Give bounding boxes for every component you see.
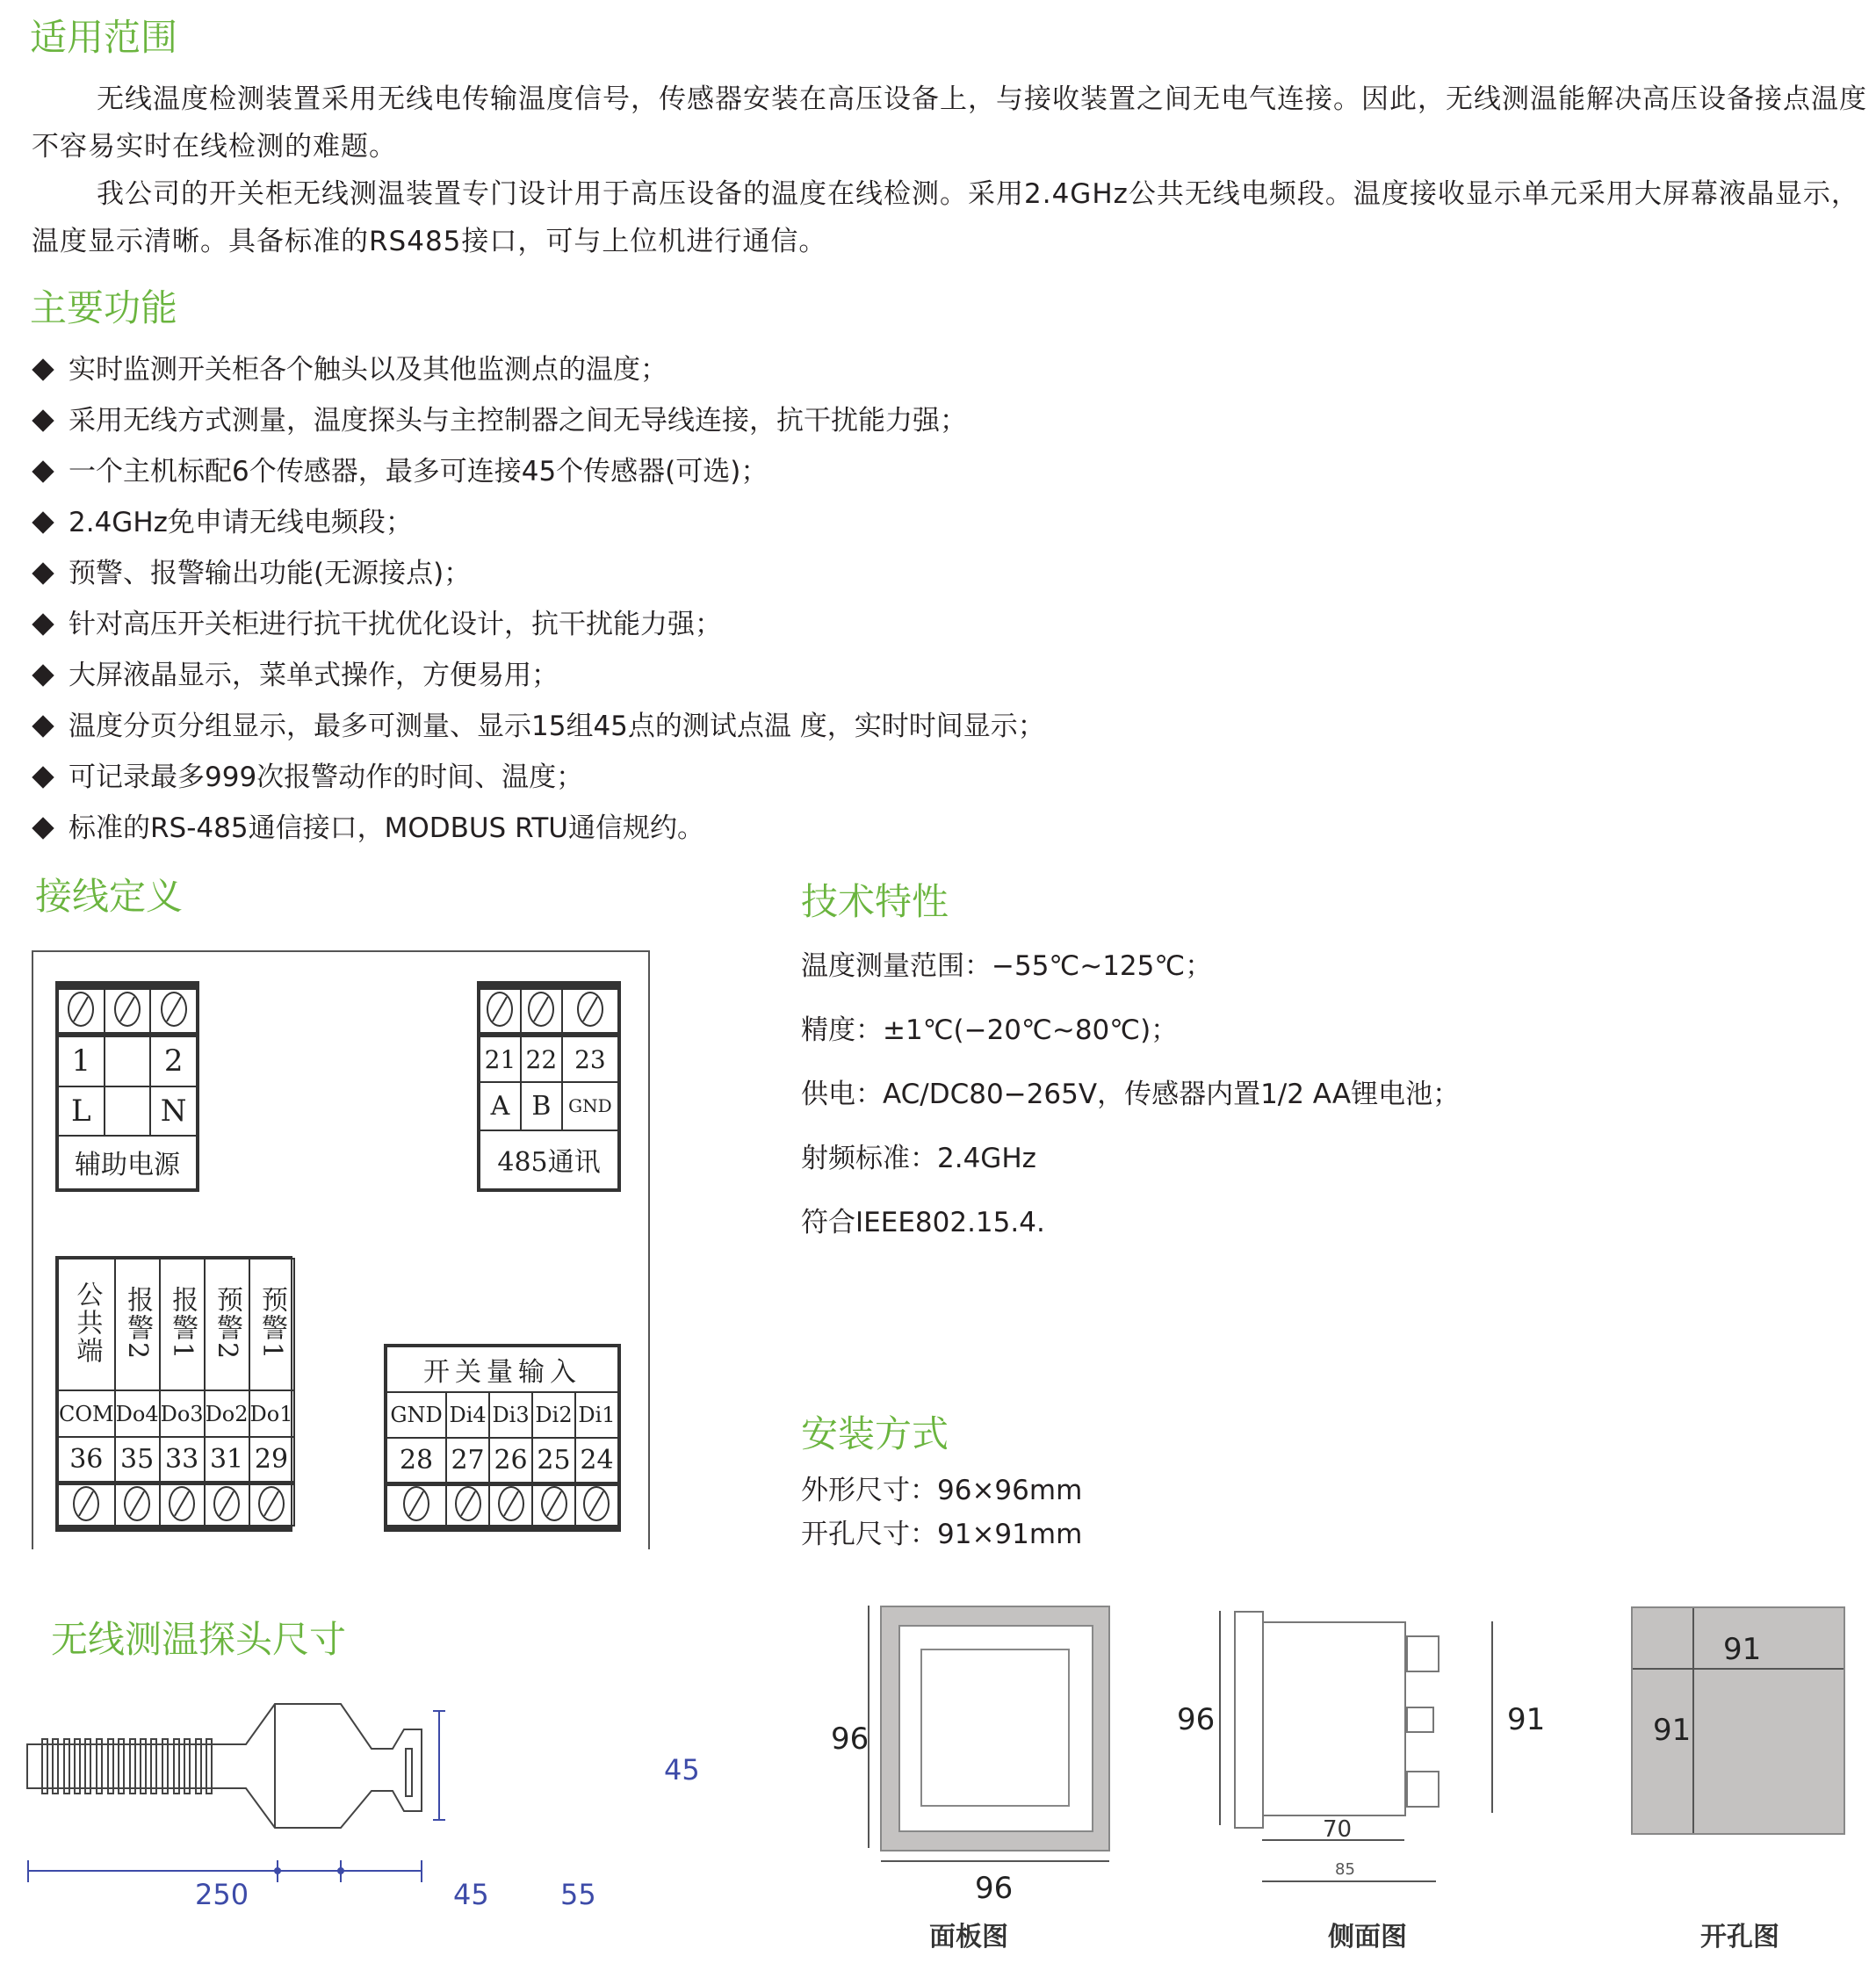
diamond-bullet-icon <box>32 409 54 431</box>
screw-terminal-icon <box>455 1486 481 1521</box>
side-dim-height-91: 91 <box>1507 1702 1546 1737</box>
list-item <box>26 752 1045 803</box>
screw-terminal-icon <box>161 992 187 1027</box>
terminal-signal: Do4 <box>115 1390 160 1437</box>
screw-terminal-icon <box>169 1486 195 1521</box>
diamond-bullet-icon <box>32 460 54 482</box>
probe-dimension-drawing <box>0 1669 703 1932</box>
terminal-number: 21 <box>480 1035 521 1082</box>
cutout-dim-height: 91 <box>1653 1713 1692 1748</box>
dim-line <box>1491 1621 1493 1813</box>
scope-text <box>32 76 1867 265</box>
terminal-number: 25 <box>532 1438 575 1483</box>
probe-dim-height-45: 45 <box>664 1753 700 1786</box>
section-title-scope: 适用范围 <box>30 16 178 59</box>
terminal-signal: B <box>521 1082 562 1130</box>
cutout-dim-width: 91 <box>1723 1632 1762 1667</box>
panel-dim-width: 96 <box>975 1871 1014 1906</box>
list-item <box>26 701 1045 752</box>
list-item <box>26 650 1045 701</box>
terminal-group-label: 辅助电源 <box>58 1136 197 1189</box>
side-view-clip <box>1406 1771 1439 1808</box>
terminal-signal: Di1 <box>575 1392 618 1438</box>
side-dim-85: 85 <box>1335 1860 1355 1879</box>
terminal-signal: A <box>480 1082 521 1130</box>
probe-dim-250: 250 <box>195 1878 249 1911</box>
dim-line <box>1692 1608 1694 1833</box>
screw-terminal-icon <box>498 1486 524 1521</box>
dim-line <box>881 1860 1109 1862</box>
dim-line <box>1633 1668 1844 1670</box>
panel-view-drawing <box>880 1606 1110 1851</box>
diamond-bullet-icon <box>32 511 54 533</box>
terminal-signal: L <box>58 1086 105 1136</box>
side-dim-height-96: 96 <box>1177 1702 1216 1737</box>
terminal-number: 35 <box>115 1437 160 1483</box>
list-item-text: 采用无线方式测量，温度探头与主控制器之间无导线连接，抗干扰能力强； <box>69 405 967 437</box>
spec-item: 射频标准：2.4GHz <box>801 1143 1036 1174</box>
terminal-signal: GND <box>562 1082 618 1130</box>
section-title-wiring: 接线定义 <box>35 875 184 918</box>
mounting-item: 开孔尺寸：91×91mm <box>801 1519 1083 1550</box>
list-item-text: 可记录最多999次报警动作的时间、温度； <box>69 762 584 793</box>
list-item <box>26 548 1045 599</box>
screw-terminal-icon <box>487 992 513 1027</box>
terminal-number <box>105 1035 151 1086</box>
terminal-signal: Di4 <box>446 1392 489 1438</box>
terminal-signal: COM <box>58 1390 115 1437</box>
terminal-name: 预警2 <box>212 1285 243 1361</box>
screw-terminal-icon <box>73 1486 99 1521</box>
terminal-signal <box>105 1086 151 1136</box>
diamond-bullet-icon <box>32 613 54 635</box>
terminal-number: 22 <box>521 1035 562 1082</box>
function-list <box>26 344 1045 854</box>
terminal-number: 26 <box>489 1438 532 1483</box>
terminal-name: 报警2 <box>122 1285 154 1361</box>
panel-view-caption: 面板图 <box>929 1922 1008 1953</box>
diamond-bullet-icon <box>32 664 54 686</box>
list-item-text: 实时监测开关柜各个触头以及其他监测点的温度； <box>69 354 667 386</box>
list-item-text: 针对高压开关柜进行抗干扰优化设计，抗干扰能力强； <box>69 609 722 640</box>
side-dim-70: 70 <box>1323 1816 1353 1843</box>
side-view-body <box>1262 1621 1406 1816</box>
terminal-block-digital-inputs <box>384 1344 621 1532</box>
terminal-signal: Di3 <box>489 1392 532 1438</box>
scope-paragraph-2: 我公司的开关柜无线测温装置专门设计用于高压设备的温度在线检测。采用2.4GHz公共无线电频段。温度接收显示单元采用大屏幕液晶显示，温度显示清晰。具备标准的RS485接口，可与上位机进行通信。 <box>32 178 1859 257</box>
terminal-signal: Do1 <box>249 1390 294 1437</box>
terminal-number: 36 <box>58 1437 115 1483</box>
side-view-clip <box>1406 1707 1434 1733</box>
list-item <box>26 803 1045 854</box>
terminal-name: 公共端 <box>71 1281 103 1366</box>
diamond-bullet-icon <box>32 562 54 584</box>
panel-dim-height: 96 <box>831 1722 869 1757</box>
spec-list <box>801 935 1460 1255</box>
terminal-signal: GND <box>386 1392 446 1438</box>
spec-item: 符合IEEE802.15.4. <box>801 1207 1045 1238</box>
terminal-signal: N <box>150 1086 197 1136</box>
scope-paragraph-1: 无线温度检测装置采用无线电传输温度信号，传感器安装在高压设备上，与接收装置之间无电气连接。因此，无线测温能解决高压设备接点温度不容易实时在线检测的难题。 <box>32 83 1867 162</box>
diamond-bullet-icon <box>32 766 54 788</box>
spec-item: 供电：AC/DC80−265V，传感器内置1/2 AA锂电池； <box>801 1079 1461 1110</box>
list-item-text: 一个主机标配6个传感器，最多可连接45个传感器(可选)； <box>69 456 768 487</box>
screw-terminal-icon <box>541 1486 567 1521</box>
screw-terminal-icon <box>114 992 141 1027</box>
screw-terminal-icon <box>583 1486 610 1521</box>
screw-terminal-icon <box>68 992 94 1027</box>
list-item-text: 标准的RS-485通信接口，MODBUS RTU通信规约。 <box>69 812 704 844</box>
terminal-block-rs485 <box>477 981 621 1192</box>
probe-dim-55: 55 <box>560 1878 596 1911</box>
terminal-number: 1 <box>58 1035 105 1086</box>
list-item-text: 2.4GHz免申请无线电频段； <box>69 507 413 538</box>
list-item-text: 大屏液晶显示，菜单式操作，方便易用； <box>69 660 559 691</box>
list-item-text: 温度分页分组显示，最多可测量、显示15组45点的测试点温 度，实时时间显示； <box>69 711 1045 742</box>
list-item <box>26 599 1045 650</box>
list-item <box>26 497 1045 548</box>
terminal-block-aux-power <box>55 981 199 1192</box>
spec-item: 精度：±1℃(−20℃~80℃)； <box>801 1014 1179 1046</box>
terminal-group-label: 485通讯 <box>480 1130 618 1189</box>
terminal-signal: Do2 <box>205 1390 249 1437</box>
dim-line <box>1262 1880 1436 1882</box>
section-title-specs: 技术特性 <box>801 880 949 923</box>
mounting-list <box>801 1469 1082 1556</box>
list-item <box>26 446 1045 497</box>
list-item-text: 预警、报警输出功能(无源接点)； <box>69 558 472 589</box>
terminal-number: 33 <box>160 1437 205 1483</box>
terminal-number: 2 <box>150 1035 197 1086</box>
terminal-group-label: 开关量输入 <box>386 1346 618 1392</box>
terminal-name: 预警1 <box>256 1285 288 1361</box>
screw-terminal-icon <box>577 992 603 1027</box>
screw-terminal-icon <box>124 1486 150 1521</box>
side-view-clip <box>1406 1635 1439 1672</box>
cutout-view-caption: 开孔图 <box>1700 1922 1779 1953</box>
side-view-caption: 侧面图 <box>1328 1922 1407 1953</box>
spec-item: 温度测量范围：−55℃~125℃； <box>801 950 1213 982</box>
diamond-bullet-icon <box>32 715 54 737</box>
diamond-bullet-icon <box>32 817 54 839</box>
terminal-number: 23 <box>562 1035 618 1082</box>
terminal-name: 报警1 <box>167 1285 198 1361</box>
mounting-item: 外形尺寸：96×96mm <box>801 1475 1083 1506</box>
screw-terminal-icon <box>258 1486 285 1521</box>
list-item <box>26 395 1045 446</box>
section-title-functions: 主要功能 <box>30 286 178 329</box>
terminal-number: 27 <box>446 1438 489 1483</box>
screw-terminal-icon <box>213 1486 240 1521</box>
terminal-signal: Di2 <box>532 1392 575 1438</box>
section-title-probe: 无线测温探头尺寸 <box>51 1618 347 1661</box>
terminal-block-relay-outputs <box>55 1256 292 1532</box>
screw-terminal-icon <box>528 992 554 1027</box>
side-view-bezel <box>1234 1611 1264 1829</box>
diamond-bullet-icon <box>32 358 54 380</box>
dim-line <box>1219 1611 1221 1825</box>
screw-terminal-icon <box>403 1486 429 1521</box>
probe-dim-45: 45 <box>453 1878 489 1911</box>
section-title-mounting: 安装方式 <box>801 1412 949 1455</box>
terminal-number: 28 <box>386 1438 446 1483</box>
terminal-number: 31 <box>205 1437 249 1483</box>
list-item <box>26 344 1045 395</box>
terminal-number: 29 <box>249 1437 294 1483</box>
terminal-signal: Do3 <box>160 1390 205 1437</box>
terminal-number: 24 <box>575 1438 618 1483</box>
